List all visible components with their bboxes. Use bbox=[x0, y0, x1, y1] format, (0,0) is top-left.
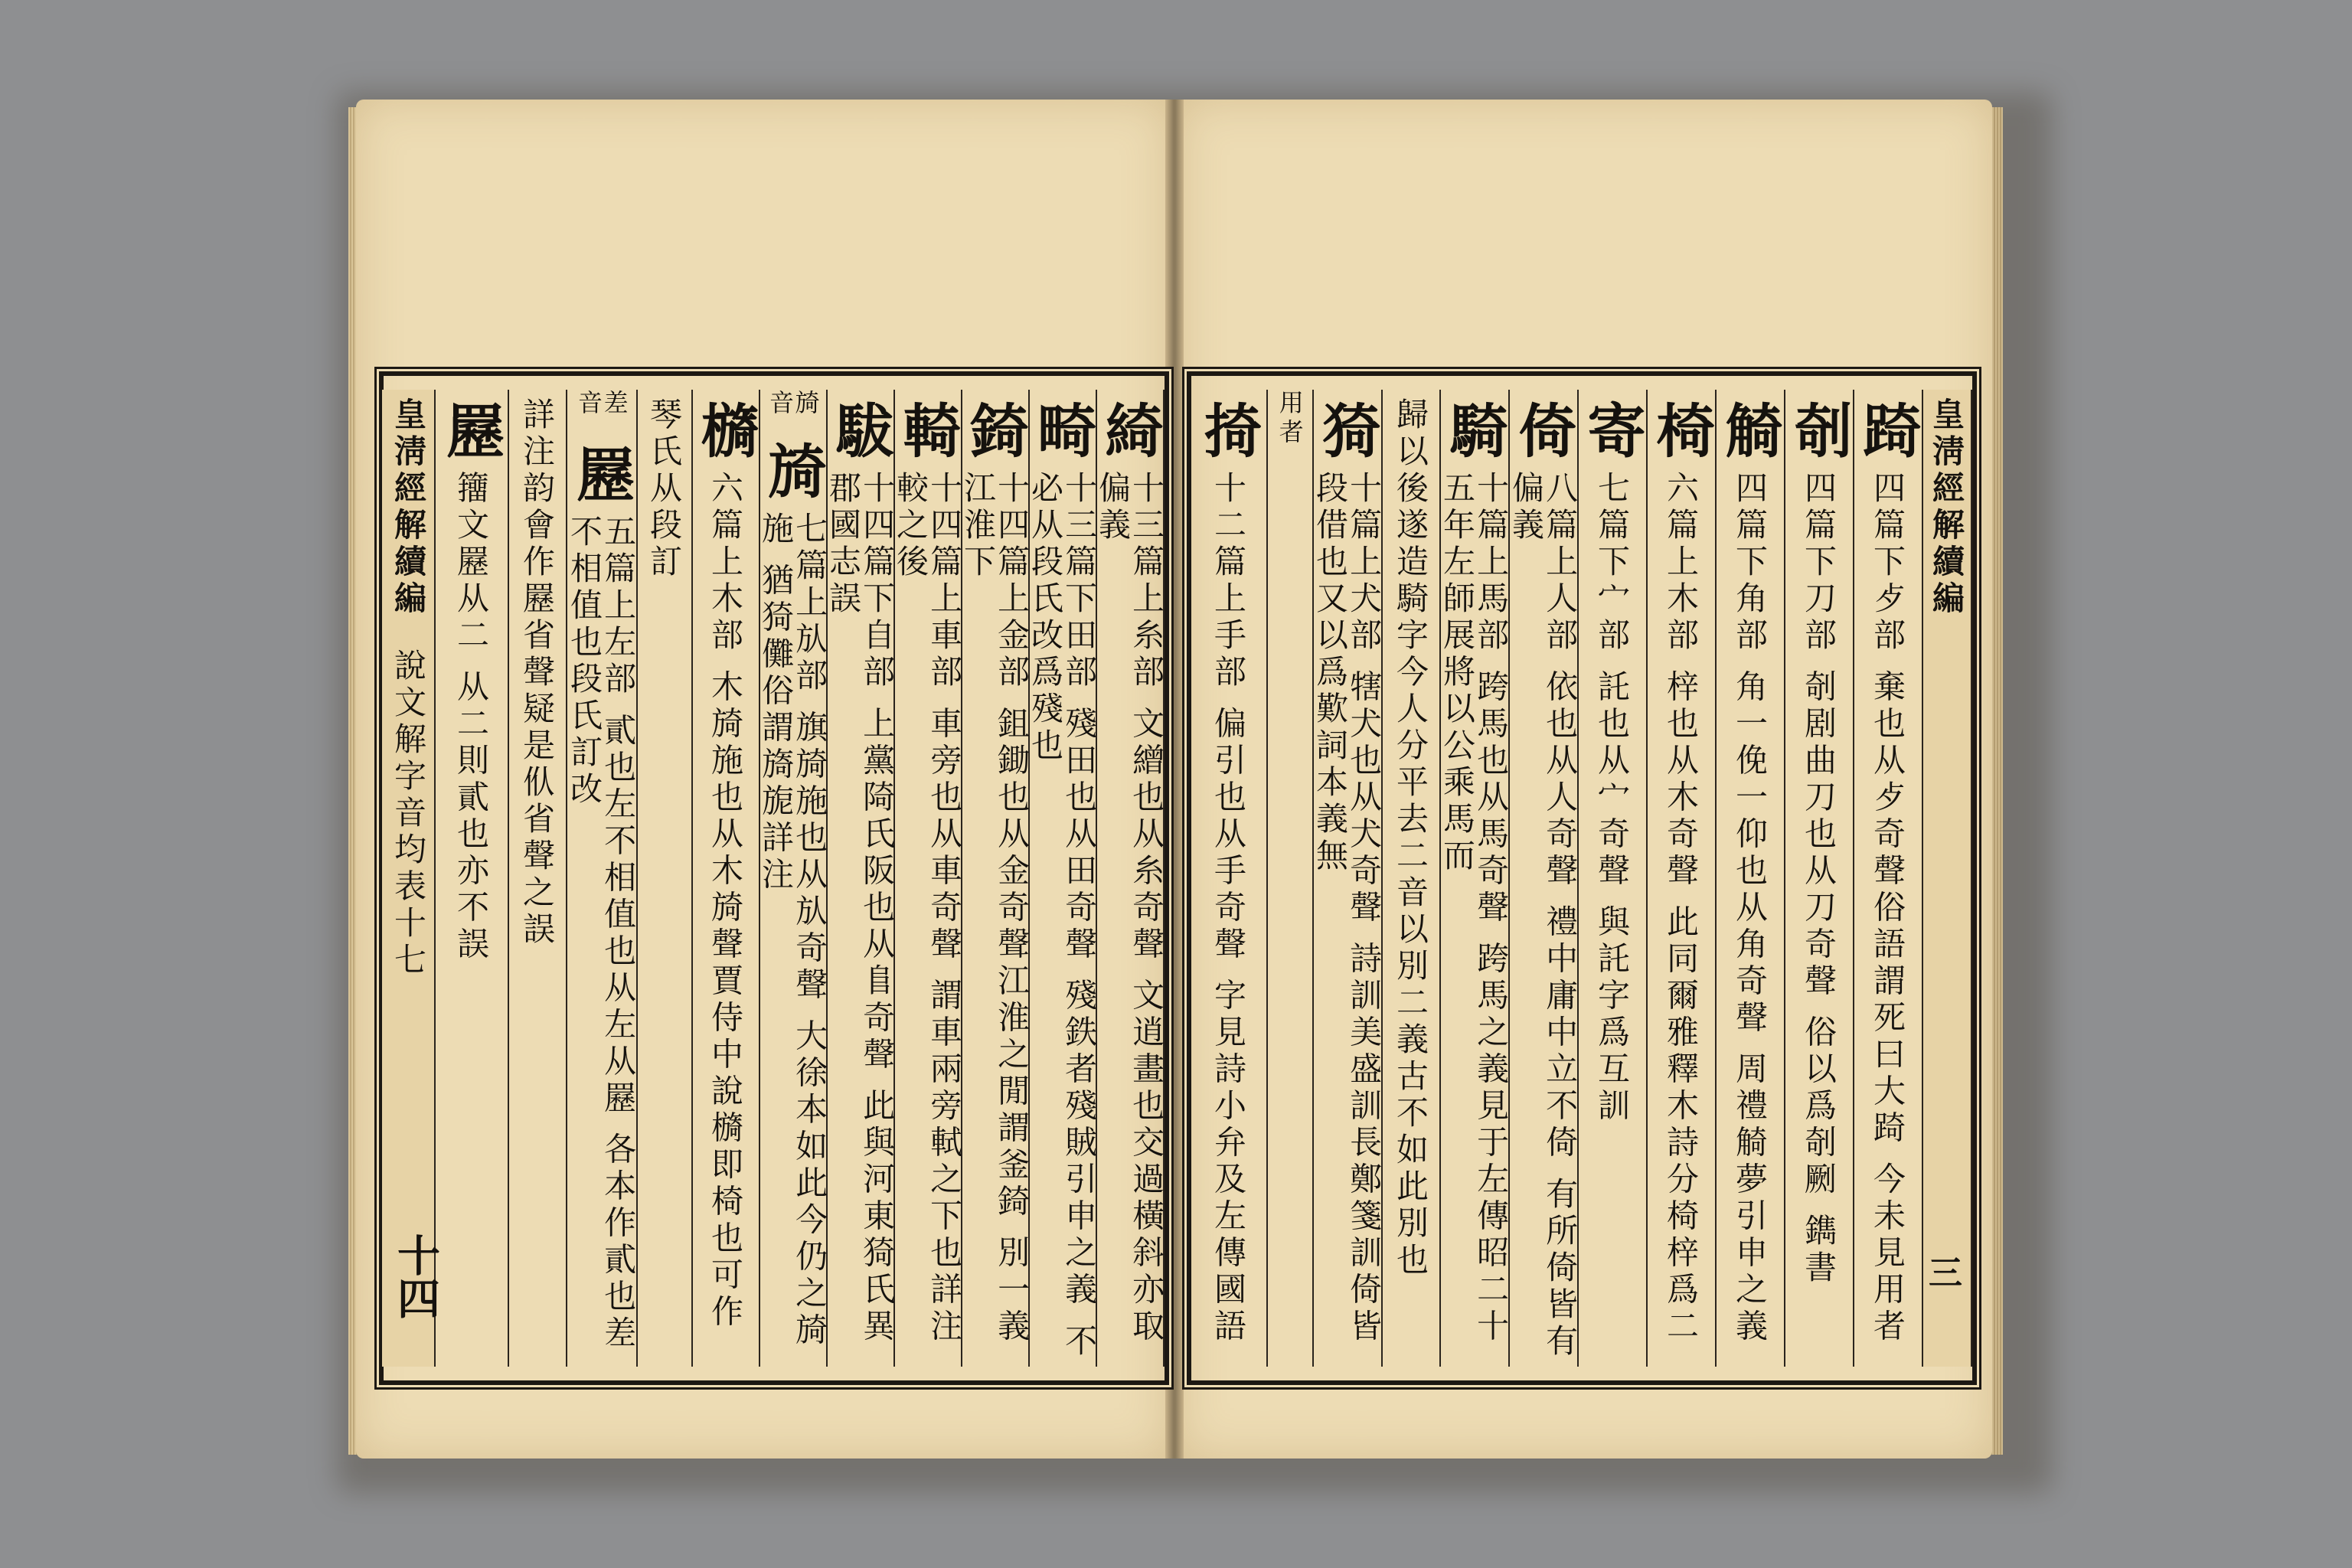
entry-head: 踦 bbox=[1854, 400, 1922, 463]
entry-side-column bbox=[636, 390, 693, 1367]
entry-head: 䍥 bbox=[567, 444, 635, 508]
entry-column bbox=[1784, 390, 1854, 1367]
page-number: 三 bbox=[1922, 1255, 1962, 1289]
entry-note: 八篇上人部 依也从人奇聲 禮中庸中立不倚 有所倚皆有偏義 bbox=[1508, 471, 1579, 1361]
entry-column bbox=[1508, 390, 1579, 1367]
left-text-frame bbox=[379, 371, 1169, 1385]
margin-title: 皇淸經解續編 bbox=[390, 397, 428, 618]
entry-head: 剞 bbox=[1785, 400, 1853, 463]
entry-head: 䮂 bbox=[826, 400, 894, 463]
left-margin-column bbox=[382, 390, 436, 1367]
entry-head: 猗 bbox=[1313, 400, 1381, 463]
entry-note: 七篇下宀部 託也从宀奇聲 與託字爲互訓 bbox=[1593, 471, 1632, 1125]
entry-head: 䍥 bbox=[437, 400, 505, 463]
entry-note: 四篇下刀部 剞剧曲刀也从刀奇聲 俗以爲剞劂 鐫書 bbox=[1800, 471, 1838, 1288]
entry-note: 十四篇上車部 車旁也从車奇聲 謂車兩旁軾之下也詳注 較之後 bbox=[892, 471, 964, 1346]
entry-head: 錡 bbox=[961, 400, 1029, 463]
entry-head: 掎 bbox=[1194, 400, 1263, 463]
entry-note: 四篇下歺部 棄也从歺奇聲俗語謂死曰大踦 今未見用者 bbox=[1869, 471, 1907, 1346]
entry-column bbox=[893, 390, 962, 1367]
entry-side-note: 詳注韵會作䍥省聲疑是㐺省聲之誤 bbox=[518, 397, 557, 949]
entry-note: 十二篇上手部 偏引也从手奇聲 字見詩小弁及左傳國語 bbox=[1210, 471, 1248, 1346]
entry-side-column bbox=[1381, 390, 1441, 1367]
entry-side-note: 琴氏从段訂 bbox=[645, 397, 684, 581]
entry-head: 檹 bbox=[691, 400, 760, 463]
entry-note: 六篇上木部 木旑施也从木旑聲賈侍中說檹即椅也可作 bbox=[707, 471, 745, 1331]
entry-column bbox=[1439, 390, 1510, 1367]
entry-column bbox=[1190, 390, 1268, 1367]
entry-column bbox=[1646, 390, 1717, 1367]
entry-column bbox=[566, 390, 638, 1367]
entry-head: 綺 bbox=[1096, 400, 1164, 463]
entry-note: 十四篇上金部 鉏鋤也从金奇聲江淮之閒謂釜錡 別一義 江淮下 bbox=[959, 471, 1031, 1346]
entry-column bbox=[1096, 390, 1165, 1367]
entry-column bbox=[1715, 390, 1785, 1367]
entry-column bbox=[434, 390, 509, 1367]
entry-head: 觭 bbox=[1716, 400, 1784, 463]
entry-head: 騎 bbox=[1440, 400, 1508, 463]
entry-column bbox=[691, 390, 760, 1367]
entry-note: 七篇上㫃部 旗旑施也从㫃奇聲 大徐本如此今仍之旑施 猶猗儺俗謂旖旎詳注 bbox=[757, 511, 829, 1350]
entry-side-column bbox=[508, 390, 567, 1367]
page-number: 十四 bbox=[390, 1233, 441, 1319]
entry-note: 十四篇下自部 上黨陭氏阪也从𨸏奇聲 此與河東猗氏異郡國志誤 bbox=[825, 471, 897, 1346]
entry-side-column bbox=[1266, 390, 1314, 1367]
entry-head: 椅 bbox=[1647, 400, 1715, 463]
entry-head: 旑 bbox=[759, 441, 827, 505]
entry-head: 倚 bbox=[1509, 400, 1577, 463]
entry-top-note: 用者 bbox=[1275, 390, 1305, 448]
margin-title: 皇淸經解續編 bbox=[1928, 397, 1966, 618]
entry-column bbox=[1853, 390, 1923, 1367]
entry-note: 十三篇上糸部 文繒也从糸奇聲 文逍畫也交過橫斜亦取偏義 bbox=[1094, 471, 1166, 1346]
margin-subtitle: 說文解字音均表十七 bbox=[390, 648, 428, 979]
entry-head: 寄 bbox=[1578, 400, 1646, 463]
entry-head: 輢 bbox=[893, 400, 962, 463]
entry-column bbox=[1028, 390, 1097, 1367]
entry-note: 五篇上左部 貳也左不相值也从左从䍥 各本作貳也差不相值也段氏訂改 bbox=[566, 514, 638, 1353]
entry-side-note: 歸以後遂造騎字今人分平去二音以別二義古不如此別也 bbox=[1392, 397, 1430, 1279]
entry-head: 畸 bbox=[1028, 400, 1096, 463]
entry-top-note: 旑音 bbox=[766, 390, 821, 419]
entry-column bbox=[1312, 390, 1383, 1367]
entry-note: 籒文䍥从二 从二則貳也亦不誤 bbox=[452, 471, 491, 964]
right-margin-column bbox=[1922, 390, 1972, 1367]
entry-note: 十篇上犬部 犗犬也从犬奇聲 詩訓美盛訓長鄭箋訓倚皆段借也又以爲歎詞本義無 bbox=[1312, 471, 1383, 1346]
entry-note: 十三篇下田部 殘田也从田奇聲 殘鉄者殘賊引申之義 不必从段氏改爲殘也 bbox=[1027, 471, 1099, 1361]
entry-note: 四篇下角部 角一俛一仰也从角奇聲 周禮觭夢引申之義 bbox=[1731, 471, 1769, 1346]
entry-top-note: 差音 bbox=[574, 390, 629, 419]
entry-column bbox=[1577, 390, 1648, 1367]
entry-note: 六篇上木部 梓也从木奇聲 此同爾雅釋木詩分椅梓爲二 bbox=[1662, 471, 1700, 1346]
entry-column bbox=[961, 390, 1030, 1367]
entry-note: 十篇上馬部 跨馬也从馬奇聲 跨馬之義見于左傳昭二十五年左師展將以公乘馬而 bbox=[1439, 471, 1511, 1346]
right-text-frame bbox=[1187, 371, 1977, 1385]
entry-column bbox=[826, 390, 895, 1367]
entry-column bbox=[759, 390, 828, 1367]
